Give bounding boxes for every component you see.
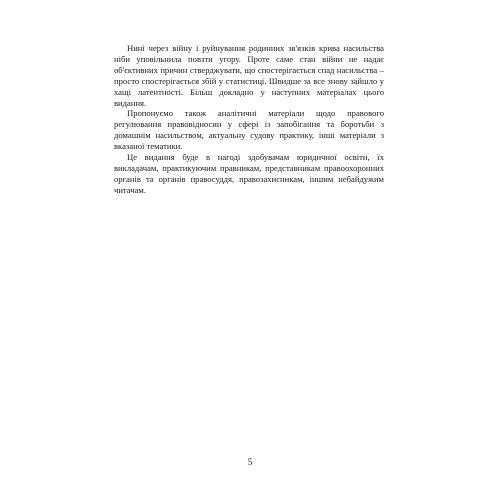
paragraph-analytical-materials: Пропонуємо також аналітичні матеріали щодо правового регулювання правовідносин у сфері із запобігання та боротьби з домашнім насильством, актуальну судову практику, інші матеріали з вказаної тематики. — [114, 108, 384, 152]
page-number: 5 — [247, 457, 253, 467]
paragraph-target-audience: Це видання буде в нагоді здобувачам юридичної освіти, їх викладачам, практикуючим правникам, представникам правоохоронних органів та органів правосуддя, правозахисникам, іншим небайдужим читачам. — [114, 152, 384, 195]
body-text — [114, 43, 384, 196]
paragraph-war-and-violence: Нині через війну і руйнування родинних зв'язків крива насильства ніби уповільнила повзти угору. Проте саме стан війни не надає об'єктивних причин стверджувати, що спостерігається спад насильства – просто спостерігається збій у статистиці. Швидше за все знову зайшло у хащі латентності. Більш докладно у наступних матеріалах цього видання. — [114, 43, 384, 108]
